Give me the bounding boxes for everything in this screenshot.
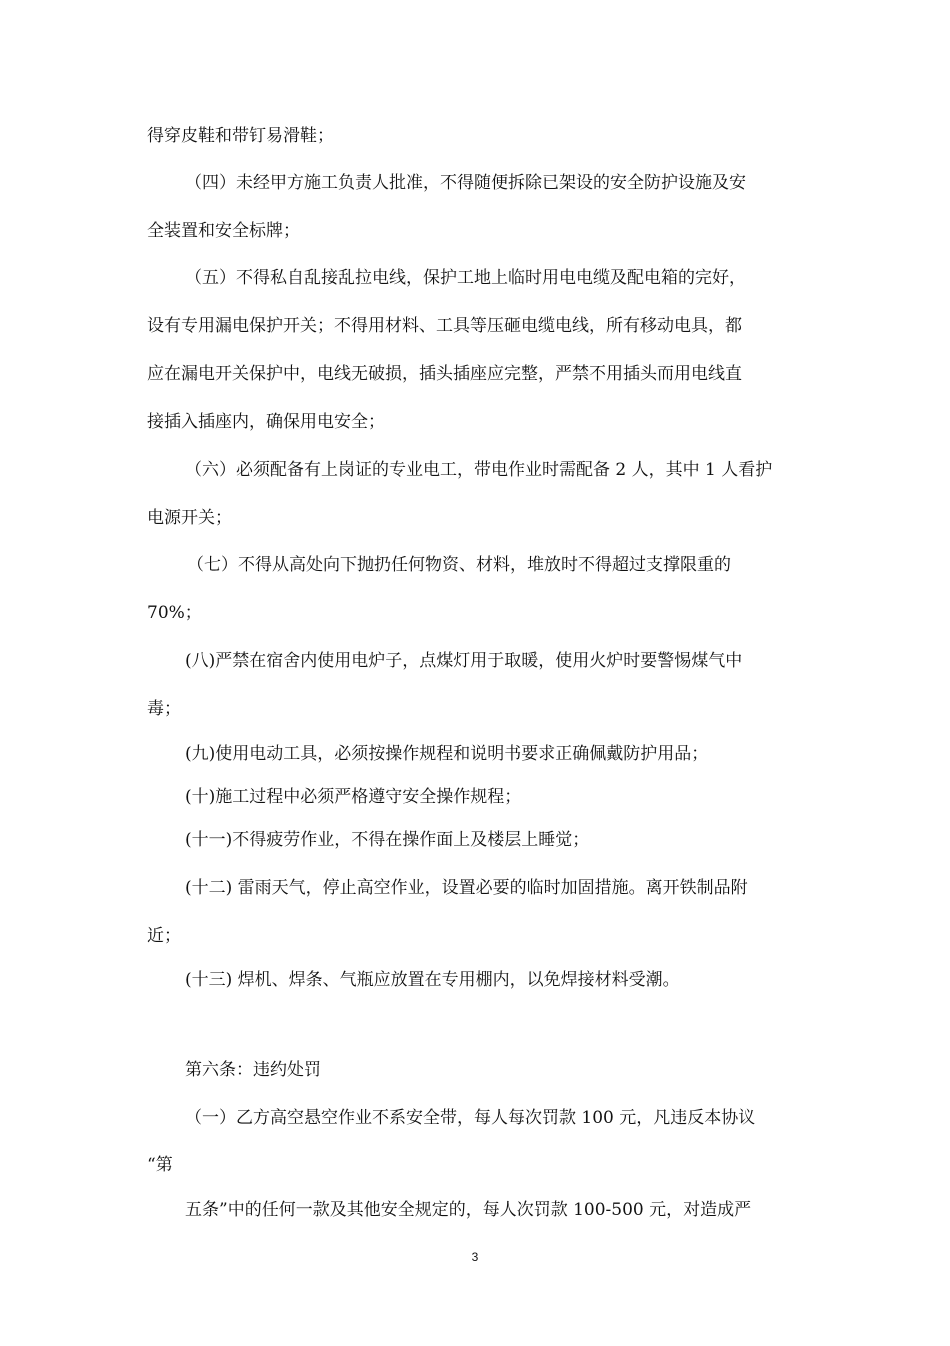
text-line: 毒；: [147, 699, 181, 719]
text-line: “第: [147, 1155, 173, 1175]
text-line: 电源开关；: [147, 508, 232, 528]
text-line: 全装置和安全标牌；: [147, 221, 300, 241]
text-line: 应在漏电开关保护中，电线无破损，插头插座应完整，严禁不用插头而用电线直: [147, 364, 742, 384]
text-line: （七）不得从高处向下抛扔任何物资、材料，堆放时不得超过支撑限重的: [187, 555, 731, 575]
text-line: （六）必须配备有上岗证的专业电工，带电作业时需配备 2 人，其中 1 人看护: [185, 460, 773, 480]
text-line: （四）未经甲方施工负责人批准，不得随便拆除已架设的安全防护设施及安: [185, 173, 746, 193]
text-line: （一）乙方高空悬空作业不系安全带，每人每次罚款 100 元，凡违反本协议: [185, 1108, 756, 1128]
text-line: 接插入插座内，确保用电安全；: [147, 412, 385, 432]
text-line: 设有专用漏电保护开关；不得用材料、工具等压砸电缆电线，所有移动电具，都: [147, 316, 742, 336]
text-line: 近；: [147, 926, 181, 946]
text-line: (八)严禁在宿舍内使用电炉子，点煤灯用于取暖，使用火炉时要警惕煤气中: [185, 651, 743, 671]
text-line: (十三) 焊机、焊条、气瓶应放置在专用棚内，以免焊接材料受潮。: [185, 970, 680, 990]
text-line: (十一)不得疲劳作业，不得在操作面上及楼层上睡觉；: [185, 830, 590, 850]
text-line: (十)施工过程中必须严格遵守安全操作规程；: [185, 787, 522, 807]
text-line: (九)使用电动工具，必须按操作规程和说明书要求正确佩戴防护用品；: [185, 744, 709, 764]
text-line: (十二) 雷雨天气，停止高空作业，设置必要的临时加固措施。离开铁制品附: [185, 878, 748, 898]
text-line: （五）不得私自乱接乱拉电线，保护工地上临时用电电缆及配电箱的完好，: [185, 268, 746, 288]
page-number: 3: [471, 1250, 479, 1264]
section-heading: 第六条：违约处罚: [185, 1060, 321, 1080]
text-line: 70%；: [147, 603, 202, 623]
text-line: 得穿皮鞋和带钉易滑鞋；: [147, 126, 334, 146]
text-line: 五条”中的任何一款及其他安全规定的，每人次罚款 100-500 元，对造成严: [185, 1200, 752, 1220]
